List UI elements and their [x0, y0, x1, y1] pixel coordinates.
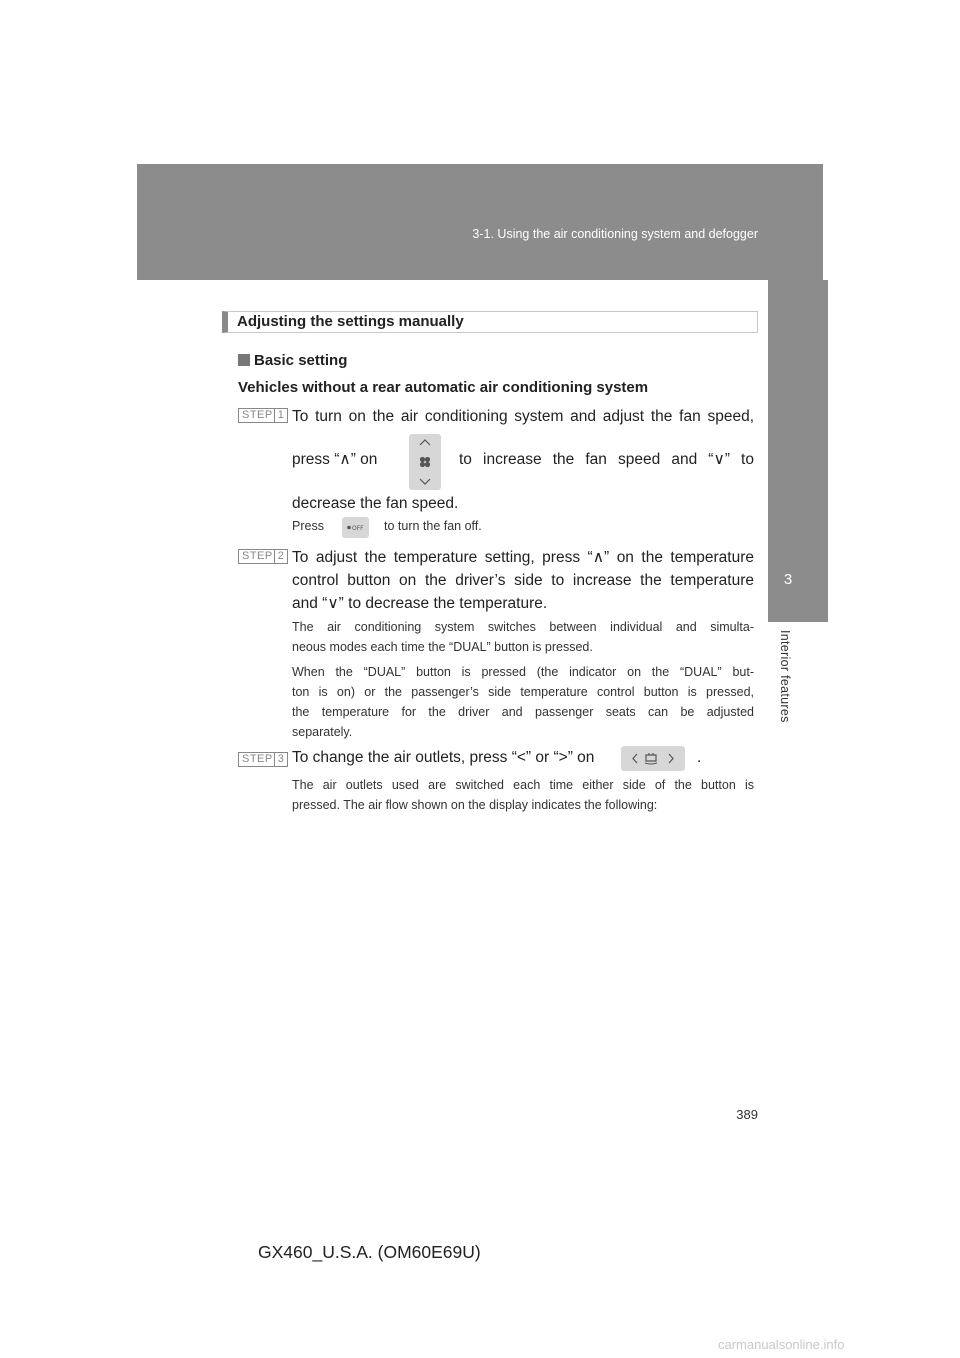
subheading-text: Basic setting: [254, 352, 348, 369]
fan-speed-button-icon: [409, 434, 441, 490]
watermark: carmanualsonline.info: [718, 1337, 845, 1352]
fan-off-button-icon: [342, 517, 369, 538]
svg-text:OFF: OFF: [352, 525, 364, 532]
air-outlet-button-icon: [621, 746, 685, 771]
step-2-note-2-line-4: separately.: [292, 725, 353, 739]
section-heading: Adjusting the settings manually: [237, 313, 464, 330]
step-1-line-1: To turn on the air conditioning system and adjust the fan speed,: [292, 408, 754, 425]
vehicle-condition: Vehicles without a rear automatic air conditioning system: [238, 379, 649, 396]
step-3-note-line-1: The air outlets used are switched each time either side of the button is: [292, 778, 754, 792]
step-2-line-2: control button on the driver’s side to increase the temperature: [292, 572, 754, 589]
subheading: [238, 352, 347, 369]
header-band: [137, 164, 823, 280]
step-1-line-2b: to increase the fan speed and “∨” to: [459, 451, 754, 468]
step-1-line-2a: press “∧” on: [292, 451, 378, 468]
step-1-note-b: to turn the fan off.: [384, 519, 482, 533]
page-number: 389: [736, 1107, 758, 1122]
step-2-note-2-line-1: When the “DUAL” button is pressed (the indicator on the “DUAL” but-: [292, 665, 754, 679]
step-1-line-3: decrease the fan speed.: [292, 495, 459, 512]
step-2-line-3: and “∨” to decrease the temperature.: [292, 595, 548, 612]
step-word: STEP: [242, 753, 273, 765]
step-1-note-a: Press: [292, 519, 324, 533]
step-3-line-1b: .: [697, 749, 702, 766]
model-code: GX460_U.S.A. (OM60E69U): [258, 1242, 481, 1262]
step-3-label: [238, 752, 288, 767]
step-1-label: [238, 408, 288, 423]
chapter-label: Interior features: [778, 630, 792, 723]
step-word: STEP: [242, 409, 273, 421]
step-3-note-line-2: pressed. The air flow shown on the display indicates the following:: [292, 798, 658, 812]
step-number: 2: [274, 550, 287, 563]
section-heading-box: [222, 311, 758, 333]
step-2-note-2-line-3: the temperature for the driver and passenger seats can be adjusted: [292, 705, 754, 719]
step-word: STEP: [242, 550, 273, 562]
step-2-note-1-line-1: The air conditioning system switches between individual and simulta-: [292, 620, 754, 634]
chapter-number: 3: [783, 571, 793, 588]
step-3-line-1a: To change the air outlets, press “<” or “>” on: [292, 749, 595, 766]
step-2-line-1: To adjust the temperature setting, press “∧” on the temperature: [292, 549, 754, 566]
step-2-note-1-line-2: neous modes each time the “DUAL” button is pressed.: [292, 640, 593, 654]
step-number: 3: [274, 753, 287, 766]
section-title: 3-1. Using the air conditioning system and defogger: [472, 227, 758, 241]
step-number: 1: [274, 409, 287, 422]
step-2-label: [238, 549, 288, 564]
step-2-note-2-line-2: ton is on) or the passenger’s side temperature control button is pressed,: [292, 685, 754, 699]
square-bullet-icon: [238, 354, 250, 366]
